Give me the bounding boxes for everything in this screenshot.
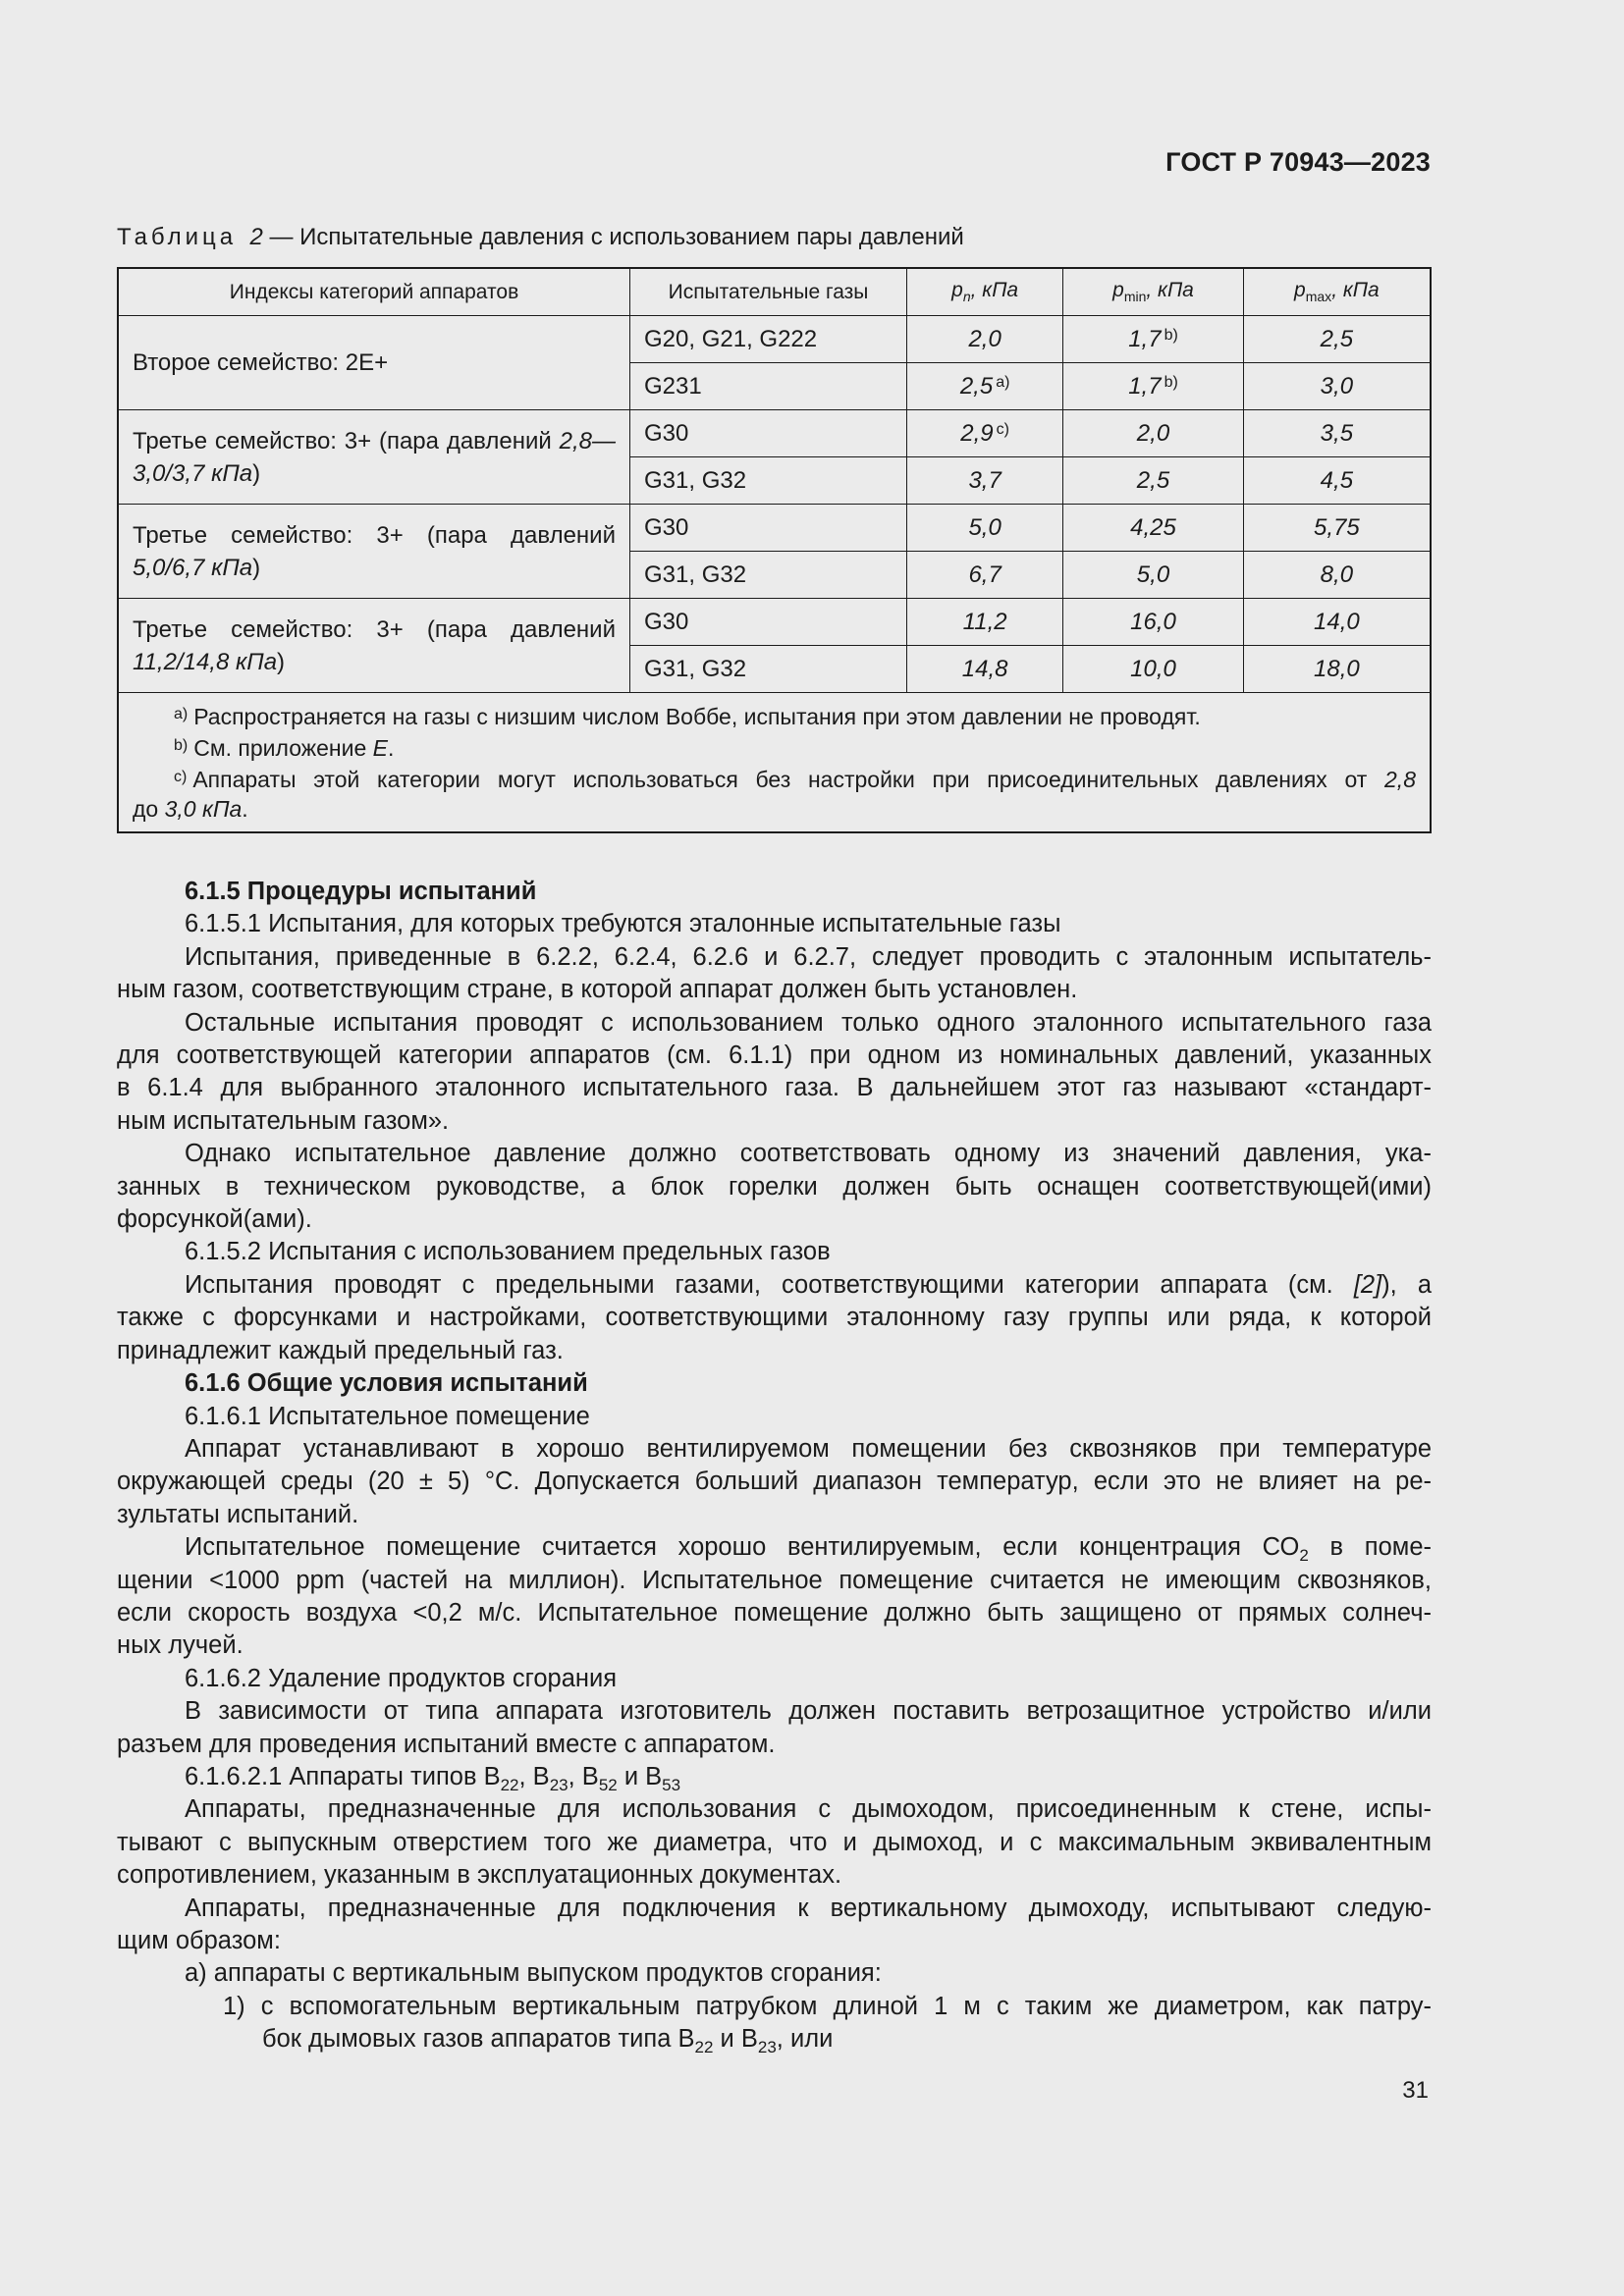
paragraph: Остальные испытания проводят с использованием только одного эталонного испытательного газа для соответствующей категории аппаратов (см. 6.1.1) при одном из номинальных давлений, указанных в 6.1.4 для выбранного эталонного испытательного газа. В дальнейшем этот газ называют «стандарт- ным испытательным газом». xyxy=(117,1008,1432,1135)
table-row xyxy=(118,410,1431,457)
pmin-cell: 4,25 xyxy=(1063,505,1243,552)
table-note: $^{b)}$ См. приложение Е. xyxy=(174,735,395,761)
table-header-row xyxy=(118,268,1431,316)
document-header: ГОСТ Р 70943—2023 xyxy=(1165,147,1431,177)
gas-cell: G30 xyxy=(630,410,907,457)
table-note: $^{a)}$ Распространяется на газы с низшим числом Воббе, испытания при этом давлении не проводят. xyxy=(174,704,1201,729)
table-caption xyxy=(117,224,964,251)
paragraph: Аппараты, предназначенные для подключения к вертикальному дымоходу, испытывают следую- щим образом: xyxy=(117,1894,1432,1954)
pmin-cell: 16,0 xyxy=(1063,599,1243,646)
paragraph: Однако испытательное давление должно соответствовать одному из значений давления, ука- занных в техническом руководстве, а блок горелки должен быть оснащен соответствующей(ими) форсункой(ами). xyxy=(117,1140,1432,1234)
table-caption-number: 2 xyxy=(249,224,263,250)
pmin-cell: 5,0 xyxy=(1063,552,1243,599)
pmin-cell: 1,7 $^{b)}$ xyxy=(1063,316,1243,363)
subsection-6-1-6-2-1: 6.1.6.2.1 Аппараты типов $В_{22}$, $В_{23}$, $В_{52}$ и $В_{53}$ xyxy=(185,1762,681,1795)
table-row xyxy=(118,599,1431,646)
pmax-cell: 4,5 xyxy=(1243,457,1431,505)
pmax-cell: 3,5 xyxy=(1243,410,1431,457)
list-item-a: а) аппараты с вертикальным выпуском продуктов сгорания: xyxy=(185,1959,882,1988)
table-notes-row xyxy=(118,693,1431,833)
table-row xyxy=(118,505,1431,552)
paragraph: Испытательное помещение считается хорошо вентилируемым, если концентрация $СО_2$ в поме- щении <1000 ppm (частей на миллион). Испытательное помещение считается не имеющим сквозняков, если скорость воздуха <0,2 м/с. Испытательное помещение должно быть защищено от прямых солнеч- ных лучей. xyxy=(117,1533,1432,1660)
document-body xyxy=(117,876,1432,2056)
pmin-cell: 2,0 xyxy=(1063,410,1243,457)
pmax-cell: 8,0 xyxy=(1243,552,1431,599)
footnote-ref: b) xyxy=(1164,373,1178,391)
table-caption-text: — Испытательные давления с использованием пары давлений xyxy=(269,224,964,250)
pmax-cell: 2,5 xyxy=(1243,316,1431,363)
gas-cell: G30 xyxy=(630,505,907,552)
gas-cell: G31, G32 xyxy=(630,646,907,693)
footnote-ref: c) xyxy=(996,420,1009,438)
paragraph: Испытания, приведенные в 6.2.2, 6.2.4, 6.2.6 и 6.2.7, следует проводить с эталонным испытатель- ным газом, соответствующим стране, в которой аппарат должен быть установлен. xyxy=(117,942,1432,1004)
category-cell: Третье семейство: 3+ (пара давлений 5,0/6,7 кПа) xyxy=(118,505,630,599)
pmin-cell: 10,0 xyxy=(1063,646,1243,693)
table-row xyxy=(118,316,1431,363)
gas-cell: G31, G32 xyxy=(630,552,907,599)
pn-cell: 5,0 xyxy=(907,505,1063,552)
table-notes xyxy=(118,693,1431,833)
pmax-cell: 14,0 xyxy=(1243,599,1431,646)
pn-cell: 3,7 xyxy=(907,457,1063,505)
col-header-pn: $p_n$, кПа xyxy=(907,268,1063,316)
section-heading-6-1-5: 6.1.5 Процедуры испытаний xyxy=(185,878,537,905)
pn-cell: 14,8 xyxy=(907,646,1063,693)
pmin-cell: 2,5 xyxy=(1063,457,1243,505)
paragraph: В зависимости от типа аппарата изготовитель должен поставить ветрозащитное устройство и/или разъем для проведения испытаний вместе с аппаратом. xyxy=(117,1697,1432,1758)
page-number: 31 xyxy=(1402,2077,1429,2104)
subsection-6-1-5-1: 6.1.5.1 Испытания, для которых требуются эталонные испытательные газы xyxy=(185,910,1061,938)
col-header-gases: Испытательные газы xyxy=(630,268,907,316)
pn-cell: 2,0 xyxy=(907,316,1063,363)
gas-cell: G231 xyxy=(630,363,907,410)
gas-cell: G30 xyxy=(630,599,907,646)
table-note-continued: до 3,0 кПа. xyxy=(133,796,248,822)
pn-cell: 6,7 xyxy=(907,552,1063,599)
col-header-pmin: $p_{min}$, кПа xyxy=(1063,268,1243,316)
pmax-cell: 18,0 xyxy=(1243,646,1431,693)
section-heading-6-1-6: 6.1.6 Общие условия испытаний xyxy=(185,1369,588,1398)
pn-cell: 2,9 $^{c)}$ xyxy=(907,410,1063,457)
category-cell: Третье семейство: 3+ (пара давлений 11,2/14,8 кПа) xyxy=(118,599,630,693)
subsection-6-1-6-2: 6.1.6.2 Удаление продуктов сгорания xyxy=(185,1664,618,1692)
pmax-cell: 5,75 xyxy=(1243,505,1431,552)
pmin-cell: 1,7 $^{b)}$ xyxy=(1063,363,1243,410)
subsection-6-1-6-1: 6.1.6.1 Испытательное помещение xyxy=(185,1402,590,1430)
subsection-6-1-5-2: 6.1.5.2 Испытания с использованием предельных газов xyxy=(185,1238,831,1266)
pn-cell: 11,2 xyxy=(907,599,1063,646)
footnote-ref: b) xyxy=(1164,326,1178,344)
gas-cell: G31, G32 xyxy=(630,457,907,505)
paragraph: Испытания проводят с предельными газами, соответствующими категории аппарата (см. [2]), а также с форсунками и настройками, соответствующими эталонному газу группы или ряда, к которой принадлежит каждый предельный газ. xyxy=(117,1270,1433,1364)
table-note: $^{c)}$ Аппараты этой категории могут использоваться без настройки при присоединительных давлениях от 2,8 xyxy=(174,767,1416,792)
paragraph: Аппарат устанавливают в хорошо вентилируемом помещении без сквозняков при температуре окружающей среды (20 ± 5) °С. Допускается больший диапазон температур, если это не влияет на ре- зультаты испытаний. xyxy=(117,1434,1432,1528)
paragraph: Аппараты, предназначенные для использования с дымоходом, присоединенным к стене, испы- тывают с выпускным отверстием того же диаметра, что и дымоход, и с максимальным эквивалентным сопротивлением, указанным в эксплуатационных документах. xyxy=(117,1795,1432,1890)
pressure-table xyxy=(117,267,1432,833)
gas-cell: G20, G21, G222 xyxy=(630,316,907,363)
list-item-1: 1) с вспомогательным вертикальным патрубком длиной 1 м с таким же диаметром, как патру- бок дымовых газов аппаратов типа $В_{22}$ и $В_{23}$, или xyxy=(223,1992,1432,2057)
table-caption-word: Таблица xyxy=(117,224,238,250)
col-header-category: Индексы категорий аппаратов xyxy=(118,268,630,316)
pn-cell: 2,5 $^{a)}$ xyxy=(907,363,1063,410)
category-cell: Второе семейство: 2Е+ xyxy=(118,316,630,410)
pmax-cell: 3,0 xyxy=(1243,363,1431,410)
footnote-ref: a) xyxy=(996,373,1010,391)
category-cell: Третье семейство: 3+ (пара давлений 2,8—3,0/3,7 кПа) xyxy=(118,410,630,505)
col-header-pmax: $p_{max}$, кПа xyxy=(1243,268,1431,316)
